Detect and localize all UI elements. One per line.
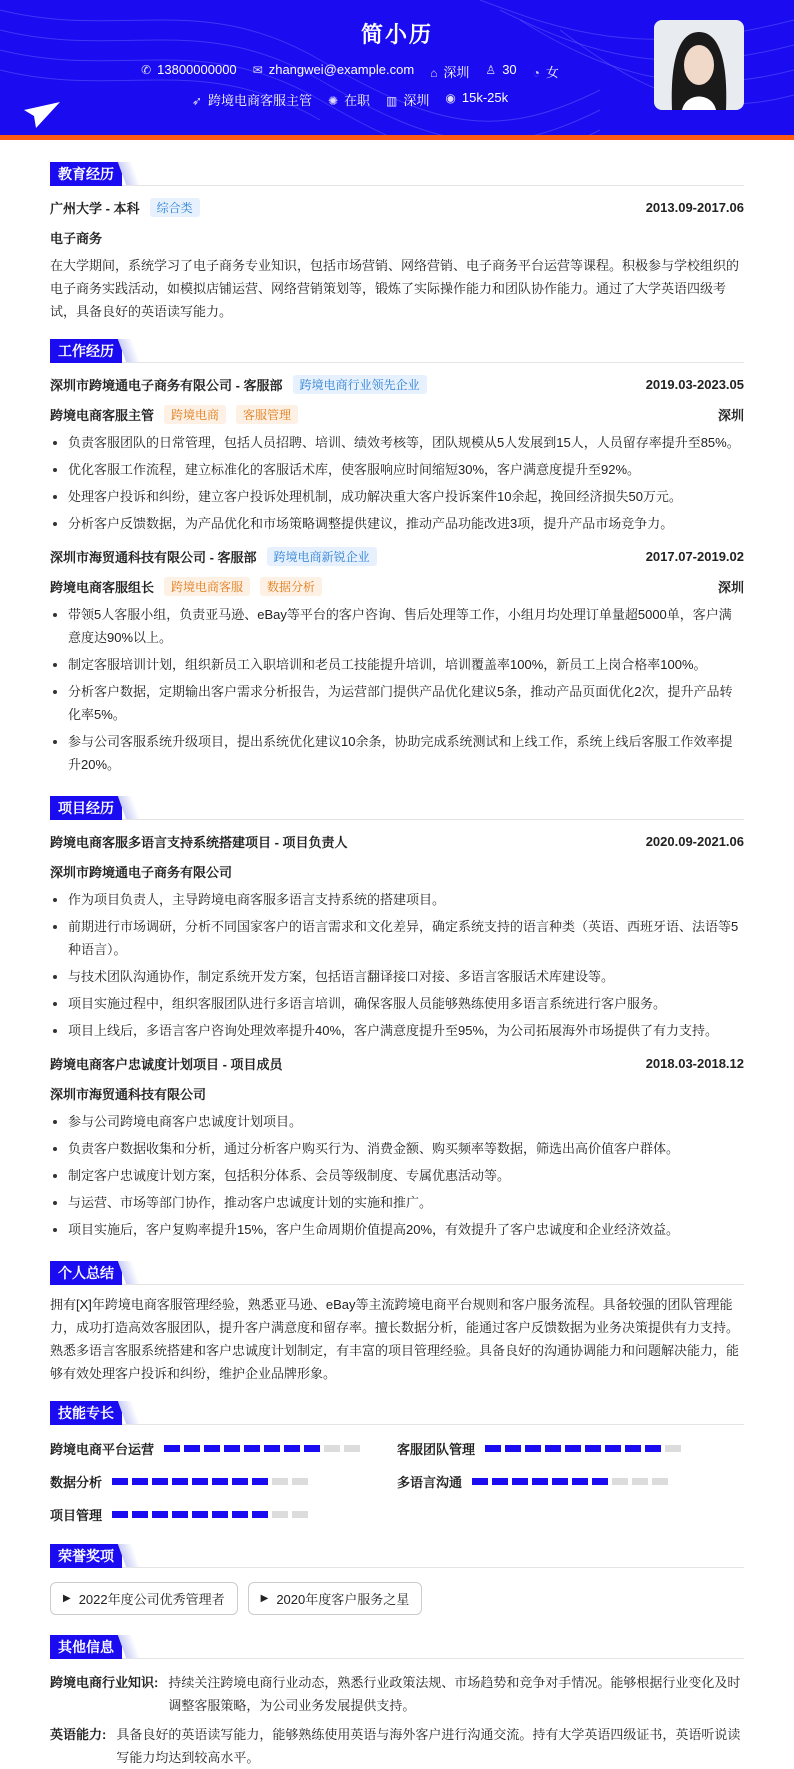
skill-segment (252, 1478, 268, 1485)
work-left (50, 375, 427, 394)
list-item: 与技术团队沟通协作，制定系统开发方案，包括语言翻译接口对接、多语言客服话术库建设等。 (50, 965, 744, 988)
skill-name: 数据分析 (50, 1475, 103, 1490)
role-row (50, 399, 744, 429)
skill-segment (132, 1478, 148, 1485)
skill-segment (264, 1445, 280, 1452)
work-date: 2017.07-2019.02 (645, 548, 744, 564)
skill-segment (172, 1511, 188, 1518)
avatar-photo (654, 20, 744, 110)
skill-segment (652, 1478, 668, 1485)
list-item: 参与公司客服系统升级项目，提出系统优化建议10余条，协助完成系统测试和上线工作，系统上线后客服工作效率提升20%。 (50, 730, 744, 776)
skill-segment (132, 1511, 148, 1518)
skill-item (50, 1439, 397, 1458)
section-title: 个人总结 (50, 1261, 122, 1285)
skill-segment (112, 1478, 128, 1485)
work-entry (50, 369, 744, 535)
list-item: 负责客户数据收集和分析，通过分析客户购买行为、消费金额、购买频率等数据，筛选出高价值客户群体。 (50, 1137, 744, 1160)
skill-segment (552, 1478, 568, 1485)
skill-segment (625, 1445, 641, 1452)
project-header (50, 826, 744, 856)
location-text: 深圳 (443, 65, 470, 80)
skill-segment (512, 1478, 528, 1485)
other-text: 具备良好的英语读写能力，能够熟练使用英语与海外客户进行沟通交流。持有大学英语四级证书，英语听说读写能力均达到较高水平。 (116, 1727, 741, 1765)
list-item: 参与公司跨境电商客户忠诚度计划项目。 (50, 1110, 744, 1133)
award-text: 2020年度客户服务之星 (276, 1592, 410, 1607)
age-icon: ♙ (485, 63, 497, 77)
school: 广州大学 - 本科 (50, 200, 140, 216)
project-title: 跨境电商客户忠诚度计划项目 - 项目成员 (50, 1056, 283, 1072)
role: 跨境电商客服主管 (50, 407, 155, 423)
list-item: 分析客户数据，定期输出客户需求分析报告，为运营部门提供产品优化建议5条，推动产品页面优化2次，提升产品转化率5%。 (50, 680, 744, 726)
skill-segment (232, 1478, 248, 1485)
list-item: 项目上线后，多语言客户咨询处理效率提升40%，客户满意度提升至95%，为公司拓展海外市场提供了有力支持。 (50, 1019, 744, 1042)
list-item: 项目实施过程中，组织客服团队进行多语言培训，确保客服人员能够熟练使用多语言系统进行客户服务。 (50, 992, 744, 1015)
project-entry (50, 1048, 744, 1241)
list-item: 与运营、市场等部门协作，推动客户忠诚度计划的实施和推广。 (50, 1191, 744, 1214)
skill-level-bar (112, 1511, 308, 1518)
project-date: 2020.09-2021.06 (645, 833, 744, 849)
section-work (50, 339, 744, 363)
skill-segment (632, 1478, 648, 1485)
skill-segment (292, 1478, 308, 1485)
work-header (50, 369, 744, 399)
award-text: 2022年度公司优秀管理者 (78, 1592, 225, 1607)
triangle-icon: ▶ (260, 1593, 269, 1604)
section-other (50, 1635, 744, 1659)
other-text: 持续关注跨境电商行业动态，熟悉行业政策法规、市场趋势和竞争对手情况。能够根据行业变化及时调整客服策略，为公司业务发展提供支持。 (168, 1675, 741, 1713)
skill-segment (152, 1511, 168, 1518)
work-city: 深圳 (717, 579, 744, 595)
email (253, 62, 415, 81)
gender (533, 62, 559, 81)
award-item (50, 1582, 238, 1615)
list-item: 处理客户投诉和纠纷，建立客户投诉处理机制，成功解决重大客户投诉案件10余起，挽回经济损失50万元。 (50, 485, 744, 508)
home-icon: ⌂ (430, 66, 438, 80)
skill-segment (252, 1511, 268, 1518)
skill-level-bar (485, 1445, 681, 1452)
skill-segment (665, 1445, 681, 1452)
skill-segment (192, 1478, 208, 1485)
skill-segment (505, 1445, 521, 1452)
skill-item (397, 1472, 744, 1491)
phone (141, 62, 237, 81)
skill-segment (532, 1478, 548, 1485)
gender-icon: ◔ (532, 66, 540, 80)
skill-segment (272, 1511, 288, 1518)
contact-row (0, 62, 700, 81)
section-title: 其他信息 (50, 1635, 122, 1659)
list-item: 制定客服培训计划，组织新员工入职培训和老员工技能提升培训，培训覆盖率100%，新员工上岗合格率100%。 (50, 653, 744, 676)
section-projects (50, 796, 744, 820)
salary-icon: ◉ (445, 91, 456, 105)
skill-segment (232, 1511, 248, 1518)
project-header (50, 1048, 744, 1078)
phone-icon: ✆ (141, 63, 152, 77)
project-items (50, 1110, 744, 1241)
skill-segment (304, 1445, 320, 1452)
award-item (248, 1582, 423, 1615)
section-awards (50, 1544, 744, 1568)
skill-segment (344, 1445, 360, 1452)
skill-name: 项目管理 (50, 1508, 103, 1523)
skill-segment (272, 1478, 288, 1485)
intent-row (0, 90, 700, 109)
skill-segment (164, 1445, 180, 1452)
role-left (50, 577, 322, 596)
skill-item (50, 1505, 397, 1524)
list-item: 分析客户反馈数据，为产品优化和市场策略调整提供建议，推动产品功能改进3项，提升产品市场竞争力。 (50, 512, 744, 535)
role: 跨境电商客服组长 (50, 579, 155, 595)
skill-segment (612, 1478, 628, 1485)
skill-segment (212, 1511, 228, 1518)
project-date: 2018.03-2018.12 (645, 1055, 744, 1071)
list-item: 带领5人客服小组，负责亚马逊、eBay等平台的客户咨询、售后处理等工作，小组月均处理订单量超5000单，客户满意度达90%以上。 (50, 603, 744, 649)
skill-segment (585, 1445, 601, 1452)
status-text: 在职 (344, 93, 371, 108)
other-item (50, 1671, 744, 1717)
phone-text: 13800000000 (157, 62, 237, 77)
other-label: 跨境电商行业知识: (50, 1675, 159, 1690)
section-title: 工作经历 (50, 339, 122, 363)
skill-segment (284, 1445, 300, 1452)
skill-segment (565, 1445, 581, 1452)
education-date: 2013.09-2017.06 (645, 199, 744, 215)
age (485, 62, 516, 81)
skill-segment (204, 1445, 220, 1452)
section-title: 技能专长 (50, 1401, 122, 1425)
role-tag: 跨境电商客服 (164, 577, 250, 596)
skill-segment (184, 1445, 200, 1452)
resume-header (0, 0, 794, 140)
skill-segment (645, 1445, 661, 1452)
salary-text: 15k-25k (461, 90, 509, 105)
other-label: 英语能力: (50, 1727, 107, 1742)
project-company: 深圳市跨境通电子商务有限公司 (50, 864, 233, 880)
age-text: 30 (502, 62, 517, 77)
location (430, 62, 469, 81)
role-left (50, 405, 298, 424)
skill-segment (572, 1478, 588, 1485)
work-items (50, 603, 744, 776)
skill-item (50, 1472, 397, 1491)
work-left (50, 547, 377, 566)
section-skills (50, 1401, 744, 1425)
education-row (50, 192, 744, 222)
status (328, 90, 370, 109)
section-title: 项目经历 (50, 796, 122, 820)
list-item: 优化客服工作流程，建立标准化的客服话术库，使客服响应时间缩短30%，客户满意度提升至92%。 (50, 458, 744, 481)
role-tag: 数据分析 (260, 577, 322, 596)
list-item: 作为项目负责人，主导跨境电商客服多语言支持系统的搭建项目。 (50, 888, 744, 911)
skill-segment (192, 1511, 208, 1518)
work-items (50, 431, 744, 535)
position (192, 90, 312, 109)
mail-icon: ✉ (252, 63, 263, 77)
school-tag: 综合类 (150, 198, 200, 217)
email-text: zhangwei@example.com (268, 62, 415, 77)
skill-segment (212, 1478, 228, 1485)
other-item (50, 1723, 744, 1769)
position-text: 跨境电商客服主管 (207, 93, 312, 108)
skill-segment (112, 1511, 128, 1518)
skill-segment (472, 1478, 488, 1485)
list-item: 前期进行市场调研，分析不同国家客户的语言需求和文化差异，确定系统支持的语言种类（英语、西班牙语、法语等5种语言）。 (50, 915, 744, 961)
role-tag: 跨境电商 (164, 405, 226, 424)
section-title: 荣誉奖项 (50, 1544, 122, 1568)
role-tag: 客服管理 (236, 405, 298, 424)
skill-segment (172, 1478, 188, 1485)
work-entry (50, 541, 744, 776)
work-header (50, 541, 744, 571)
skill-segment (525, 1445, 541, 1452)
company-tag: 跨境电商行业领先企业 (293, 375, 427, 394)
skill-segment (292, 1511, 308, 1518)
skill-segment (605, 1445, 621, 1452)
skill-name: 跨境电商平台运营 (50, 1442, 155, 1457)
list-item: 制定客户忠诚度计划方案，包括积分体系、会员等级制度、专属优惠活动等。 (50, 1164, 744, 1187)
candidate-name: 简小历 (360, 22, 433, 47)
skill-segment (485, 1445, 501, 1452)
role-row (50, 571, 744, 601)
target-city (386, 90, 429, 109)
summary-text: 拥有[X]年跨境电商客服管理经验，熟悉亚马逊、eBay等主流跨境电商平台规则和客户服务流程。具备较强的团队管理能力，成功打造高效客服团队，提升客户满意度和留存率。擅长数据分析，能通过客户反馈数据为业务决策提供有力支持。熟悉多语言客服系统搭建和客户忠诚度计划制定，有丰富的项目管理经验。具备良好的沟通协调能力和问题解决能力，能够有效处理客户投诉和纠纷，维护企业品牌形象。 (50, 1297, 740, 1381)
section-title: 教育经历 (50, 162, 122, 186)
target-city-text: 深圳 (403, 93, 430, 108)
section-summary (50, 1261, 744, 1285)
section-education (50, 162, 744, 186)
work-date: 2019.03-2023.05 (645, 376, 744, 392)
skill-level-bar (112, 1478, 308, 1485)
company: 深圳市跨境通电子商务有限公司 - 客服部 (50, 377, 283, 393)
company-tag: 跨境电商新锐企业 (267, 547, 377, 566)
gender-text: 女 (545, 65, 559, 80)
skill-segment (224, 1445, 240, 1452)
skill-segment (152, 1478, 168, 1485)
major: 电子商务 (50, 230, 103, 246)
triangle-icon: ▶ (63, 1593, 71, 1604)
skill-item (397, 1439, 744, 1458)
skill-segment (492, 1478, 508, 1485)
company: 深圳市海贸通科技有限公司 - 客服部 (50, 549, 257, 565)
paper-plane-icon (22, 100, 62, 130)
send-icon: ➶ (191, 94, 202, 108)
status-icon: ✺ (327, 94, 339, 108)
project-title: 跨境电商客服多语言支持系统搭建项目 - 项目负责人 (50, 834, 348, 850)
skill-level-bar (472, 1478, 668, 1485)
skill-segment (545, 1445, 561, 1452)
education-desc: 在大学期间，系统学习了电子商务专业知识，包括市场营销、网络营销、电子商务平台运营等课程。积极参与学校组织的电子商务实践活动，如模拟店铺运营、网络营销策划等，锻炼了实际操作能力和团队协作能力。通过了大学英语四级考试，具备良好的英语读写能力。 (50, 258, 740, 319)
skill-segment (324, 1445, 340, 1452)
skill-level-bar (164, 1445, 360, 1452)
skill-segment (244, 1445, 260, 1452)
building-icon: ▥ (386, 94, 398, 108)
project-entry (50, 826, 744, 1042)
project-company: 深圳市海贸通科技有限公司 (50, 1086, 207, 1102)
skill-segment (592, 1478, 608, 1485)
salary (445, 90, 508, 109)
list-item: 项目实施后，客户复购率提升15%，客户生命周期价值提高20%，有效提升了客户忠诚度和企业经济效益。 (50, 1218, 744, 1241)
project-items (50, 888, 744, 1042)
skill-name: 客服团队管理 (397, 1442, 476, 1457)
work-city: 深圳 (717, 407, 744, 423)
list-item: 负责客服团队的日常管理，包括人员招聘、培训、绩效考核等，团队规模从5人发展到15人，人员留存率提升至85%。 (50, 431, 744, 454)
skill-name: 多语言沟通 (397, 1475, 463, 1490)
